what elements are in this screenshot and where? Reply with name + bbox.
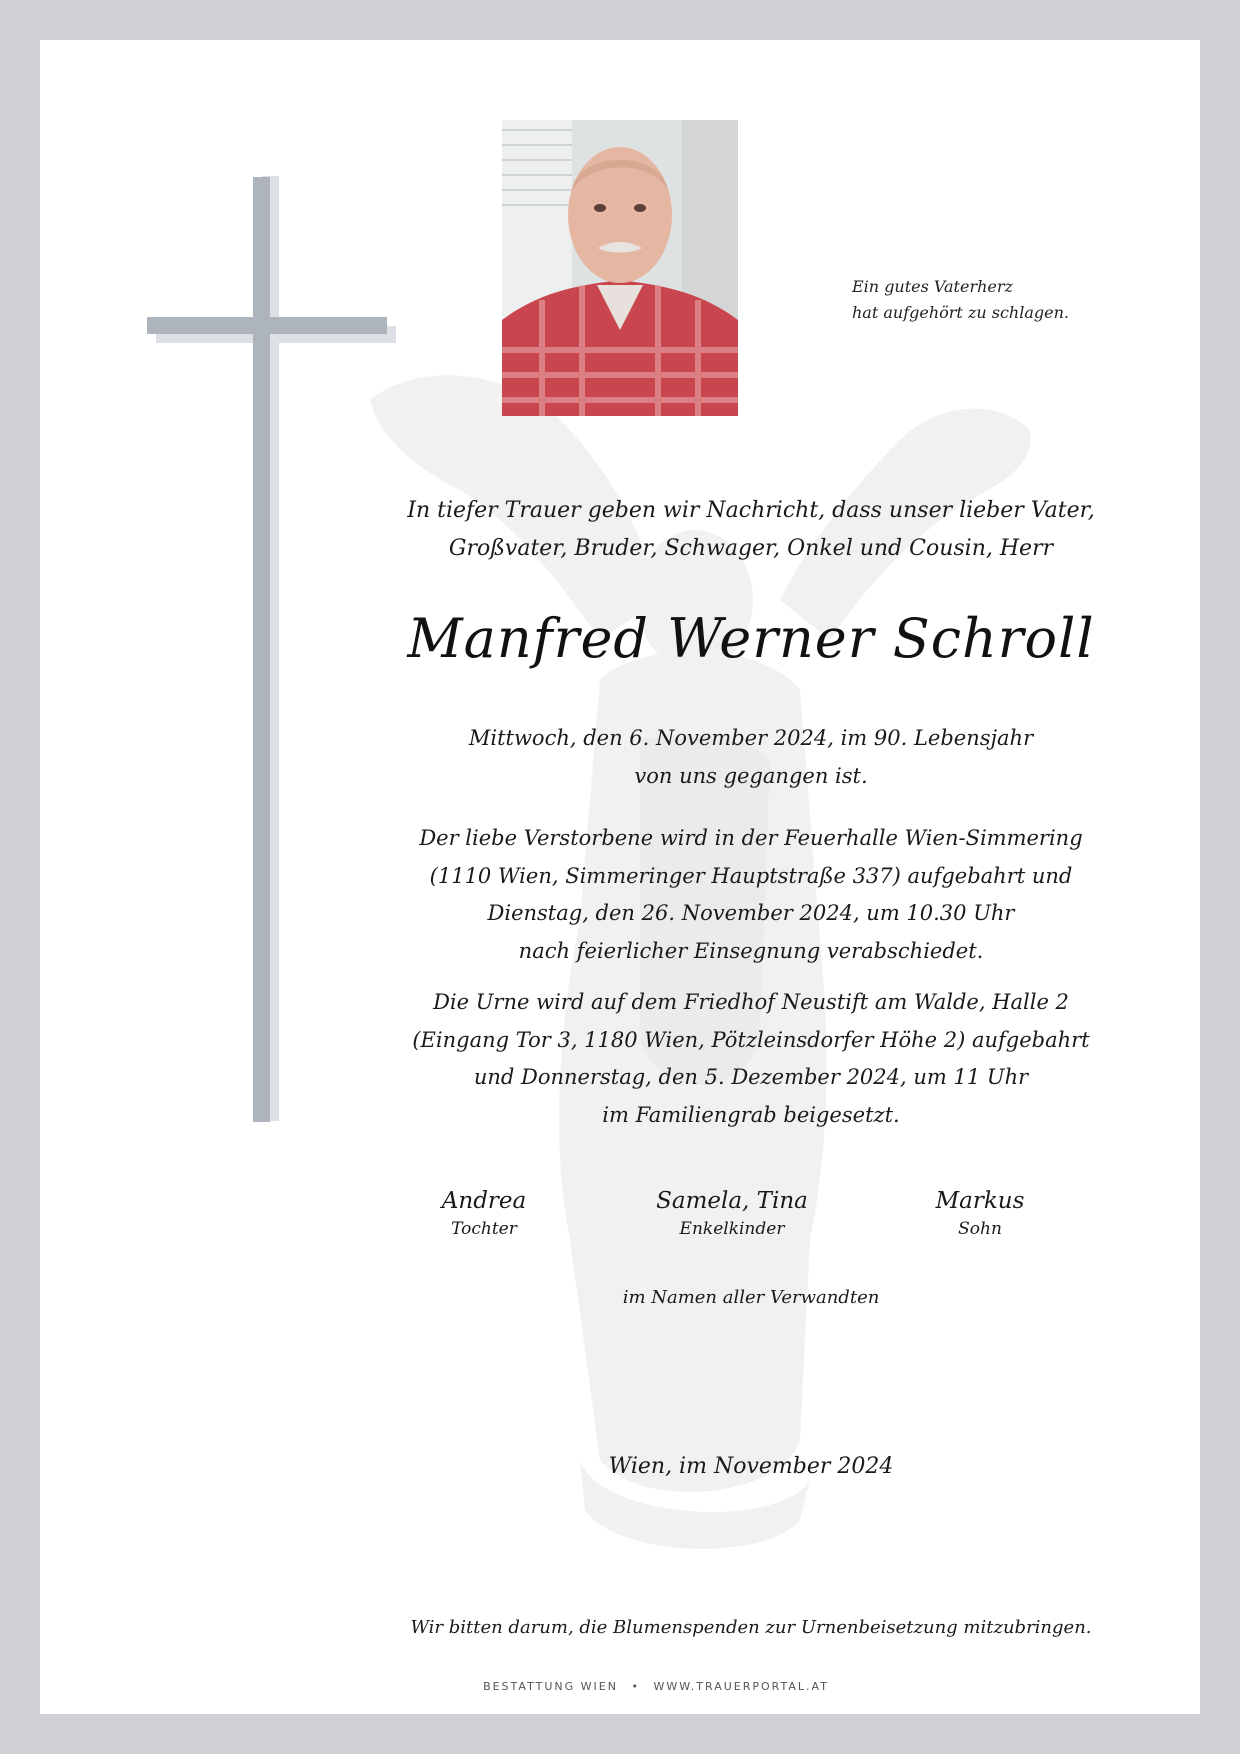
mourner-relation: Tochter (451, 1219, 517, 1239)
burial-notice (356, 984, 1146, 1134)
intro-text (356, 492, 1146, 568)
farewell-line-4: nach feierlicher Einsegnung verabschiedet. (518, 938, 984, 963)
farewell-line-2: (1110 Wien, Simmeringer Hauptstraße 337) aufgebahrt und (429, 863, 1073, 888)
quote-text (852, 274, 1152, 326)
farewell-line-3: Dienstag, den 26. November 2024, um 10.30 Uhr (487, 901, 1015, 925)
mourner-relation: Enkelkinder (679, 1219, 785, 1239)
farewell-notice (356, 820, 1146, 970)
footer-separator: • (631, 1680, 640, 1693)
intro-line-2: Großvater, Bruder, Schwager, Onkel und Cousin, Herr (448, 536, 1054, 561)
burial-line-3: und Donnerstag, den 5. Dezember 2024, um 11 Uhr (473, 1065, 1029, 1089)
portrait-illustration (502, 120, 738, 416)
mourner-name: Samela, Tina (656, 1188, 808, 1214)
burial-line-4: im Familiengrab beigesetzt. (602, 1102, 900, 1127)
quote-line-1: Ein gutes Vaterherz (852, 277, 1013, 296)
place-date: Wien, im November 2024 (608, 1454, 894, 1479)
cross-icon-beam (147, 317, 387, 334)
portrait-photo (502, 120, 738, 416)
footer-company: BESTATTUNG WIEN (483, 1680, 618, 1693)
mourner-markus (870, 1186, 1090, 1242)
deceased-name: Manfred Werner Schroll (407, 607, 1095, 670)
mourner-name: Andrea (441, 1188, 527, 1214)
footer-website: WWW.TRAUERPORTAL.AT (653, 1680, 829, 1693)
farewell-line-1: Der liebe Verstorbene wird in der Feuerhalle Wien-Simmering (419, 826, 1083, 850)
quote-line-2: hat aufgehört zu schlagen. (852, 303, 1069, 322)
mourner-relation: Sohn (958, 1219, 1002, 1239)
death-line-1: Mittwoch, den 6. November 2024, im 90. Lebensjahr (468, 726, 1034, 750)
footer (356, 1680, 956, 1693)
mourner-andrea (374, 1186, 594, 1242)
mourner-name: Markus (935, 1188, 1025, 1214)
death-notice (356, 720, 1146, 795)
obituary-card (40, 40, 1200, 1714)
mourner-grandchildren (622, 1186, 842, 1242)
flowers-note: Wir bitten darum, die Blumenspenden zur Urnenbeisetzung mitzubringen. (410, 1617, 1092, 1638)
death-line-2: von uns gegangen ist. (634, 763, 868, 788)
relatives-note: im Namen aller Verwandten (622, 1287, 880, 1308)
burial-line-1: Die Urne wird auf dem Friedhof Neustift am Walde, Halle 2 (433, 990, 1069, 1014)
intro-line-1: In tiefer Trauer geben wir Nachricht, dass unser lieber Vater, (407, 498, 1095, 523)
burial-line-2: (Eingang Tor 3, 1180 Wien, Pötzleinsdorfer Höhe 2) aufgebahrt (412, 1027, 1090, 1052)
